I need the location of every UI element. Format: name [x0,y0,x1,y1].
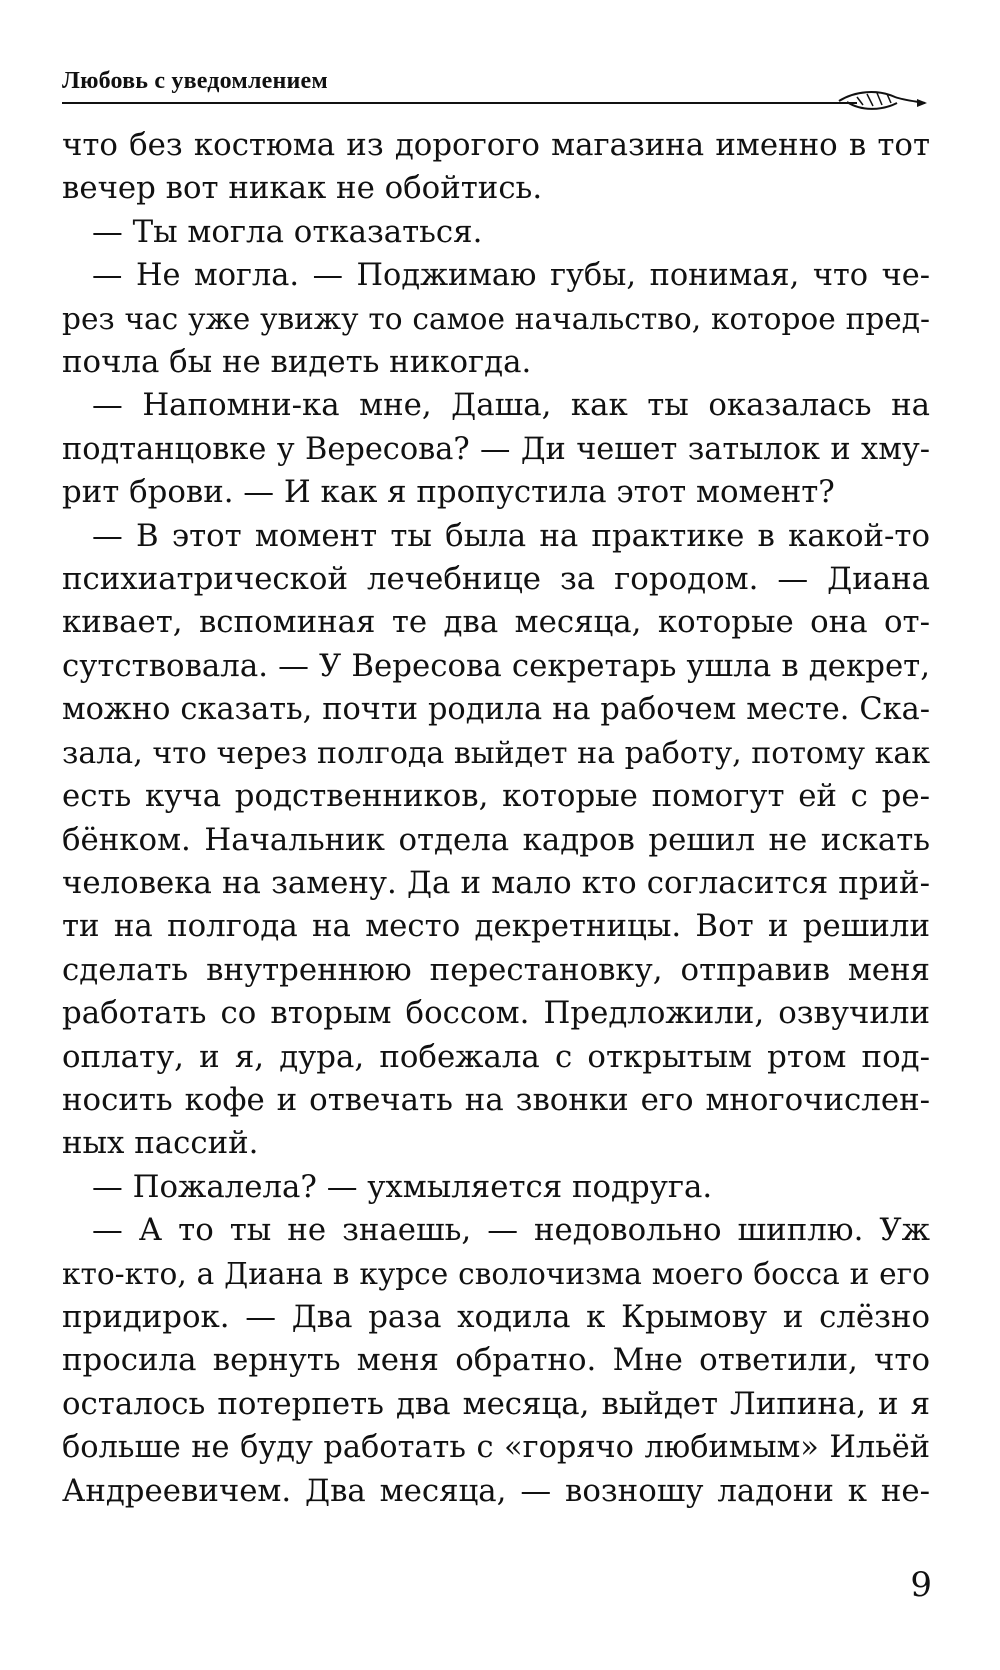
text-line: — Напомни-ка мне, Даша, как ты оказалась на [92,387,930,424]
running-header [62,58,922,108]
page-body-text [62,124,930,1513]
text-line: оплату, и я, дура, побежала с открытым ртом под- [62,1038,930,1075]
text-line: осталось потерпеть два месяца, выйдет Липина, и я [62,1385,930,1422]
text-line: кивает, вспоминая те два месяца, которые она от- [62,604,930,641]
text-line: — Ты могла отказаться. [92,213,483,250]
text-line: Андреевичем. Два месяца, — возношу ладони к не- [62,1472,930,1509]
text-line: что без костюма из дорогого магазина именно в тот [62,127,930,163]
text-line: — В этот момент ты была на практике в какой-то [92,517,930,554]
text-line: работать со вторым боссом. Предложили, озвучили [62,995,930,1032]
book-title: Любовь с уведомлением [62,68,328,94]
page-number: 9 [910,1565,932,1605]
text-line: есть куча родственников, которые помогут ей с ре- [62,778,930,815]
text-line: — Не могла. — Поджимаю губы, понимая, что че- [92,258,930,294]
text-line: вечер вот никак не обойтись. [62,170,543,207]
text-line: ных пассий. [62,1125,259,1162]
text-line: сутствовала. — У Вересова секретарь ушла в декрет, [62,647,930,684]
text-line: почла бы не видеть никогда. [62,344,532,381]
text-line: ти на полгода на место декретницы. Вот и решили [62,908,930,945]
text-line: подтанцовке у Вересова? — Ди чешет затылок и хму- [62,431,930,467]
header-rule [62,102,857,104]
text-line: можно сказать, почти родила на рабочем месте. Ска- [62,692,930,728]
text-line: сделать внутреннюю перестановку, отправив меня [62,951,930,988]
text-line: рит брови. — И как я пропустила этот момент? [62,474,835,511]
text-line: зала, что через полгода выйдет на работу, потому как [62,735,930,771]
text-line: человека на замену. Да и мало кто согласится прий- [62,864,930,901]
text-line: больше не буду работать с «горячо любимым» Ильёй [62,1430,930,1466]
text-line: психиатрической лечебнице за городом. — Диана [62,561,930,598]
text-line: бёнком. Начальник отдела кадров решил не искать [62,821,930,858]
text-line: рез час уже увижу то самое начальство, которое пред- [62,301,930,336]
text-line: кто-кто, а Диана в курсе сволочизма моего босса и его [62,1256,930,1291]
quill-pen-icon [837,85,927,119]
text-line: просила вернуть меня обратно. Мне ответили, что [62,1342,930,1379]
text-line: — А то ты не знаешь, — недовольно шиплю. Уж [92,1212,930,1249]
text-line: носить кофе и отвечать на звонки его многочислен- [62,1081,930,1118]
text-line: придирок. — Два раза ходила к Крымову и слёзно [62,1298,930,1335]
text-line: — Пожалела? — ухмыляется подруга. [92,1168,713,1205]
